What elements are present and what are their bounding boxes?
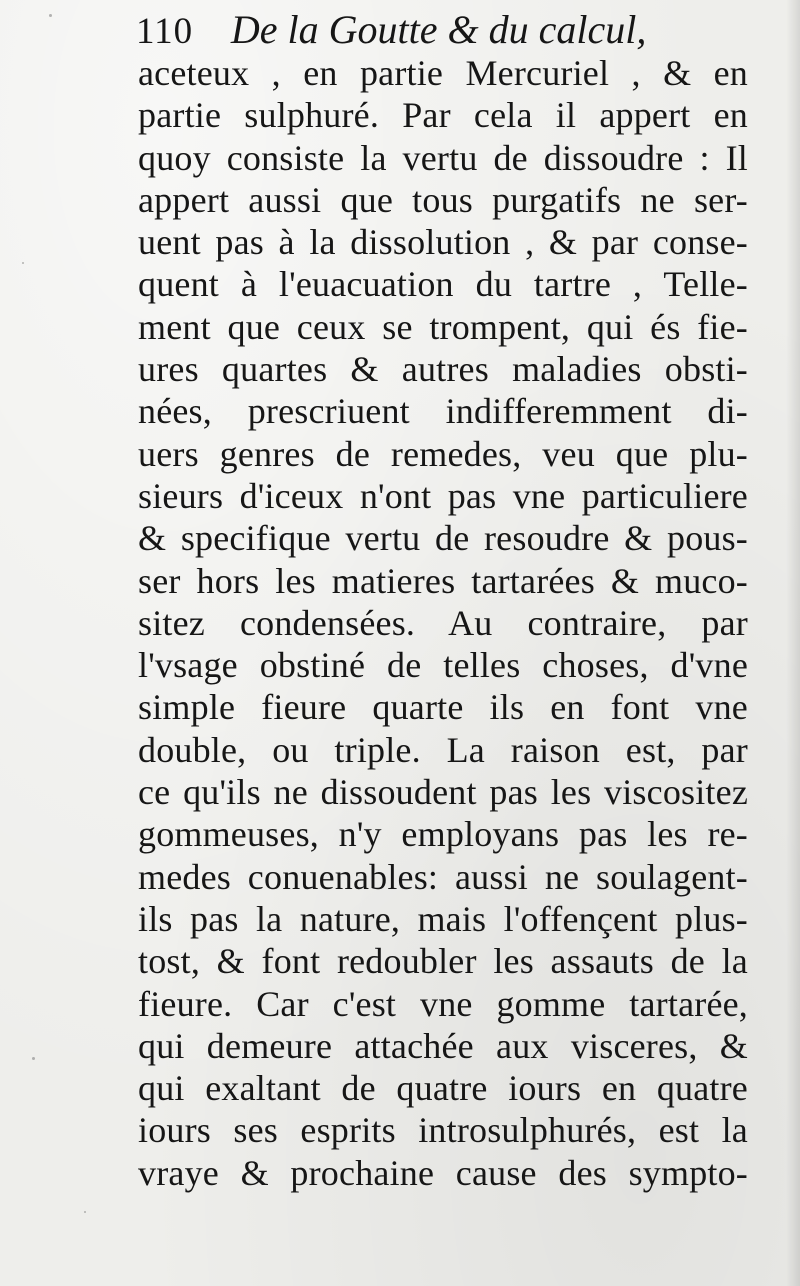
text-line: iours ses esprits introsulphurés, est la xyxy=(138,1110,748,1151)
text-line: medes conuenables: aussi ne soulagent- xyxy=(138,856,748,897)
text-line: double, ou triple. La raison est, par xyxy=(138,729,748,770)
text-line: uent pas à la dissolution , & par conse- xyxy=(138,222,748,263)
text-line: l'vsage obstiné de telles choses, d'vne xyxy=(138,645,748,686)
text-line: ures quartes & autres maladies obsti- xyxy=(138,349,748,390)
running-head xyxy=(136,6,756,58)
text-line: ment que ceux se trompent, qui és fie- xyxy=(138,306,748,347)
page-number: 110 xyxy=(136,11,194,52)
paper-speck xyxy=(84,1211,86,1213)
text-line: uers genres de remedes, veu que plu- xyxy=(138,433,748,474)
text-line: ce qu'ils ne dissoudent pas les viscositez xyxy=(138,772,748,813)
text-line: ils pas la nature, mais l'offençent plus- xyxy=(138,898,748,939)
text-line: qui exaltant de quatre iours en quatre xyxy=(138,1068,748,1109)
page-gutter-shadow xyxy=(786,0,800,1286)
text-line: sitez condensées. Au contraire, par xyxy=(138,602,748,643)
text-line: aceteux , en partie Mercuriel , & en xyxy=(138,53,748,93)
text-line: ser hors les matieres tartarées & muco- xyxy=(138,560,748,601)
text-line: fieure. Car c'est vne gomme tartarée, xyxy=(138,983,748,1024)
text-line: nées, prescriuent indifferemment di- xyxy=(138,391,748,432)
text-line: quoy consiste la vertu de dissoudre : Il xyxy=(138,137,748,178)
running-title: De la Goutte & du calcul, xyxy=(230,7,647,52)
text-line: simple fieure quarte ils en font vne xyxy=(138,687,748,728)
body-text xyxy=(138,52,748,1194)
text-line: tost, & font redoubler les assauts de la xyxy=(138,941,748,982)
text-line: qui demeure attachée aux visceres, & xyxy=(138,1025,748,1066)
paper-speck xyxy=(49,14,52,17)
text-line: appert aussi que tous purgatifs ne ser- xyxy=(138,179,748,220)
text-line: sieurs d'iceux n'ont pas vne particuliere xyxy=(138,475,748,516)
text-line: partie sulphuré. Par cela il appert en xyxy=(138,95,748,136)
paper-speck xyxy=(22,262,24,264)
text-line: & specifique vertu de resoudre & pous- xyxy=(138,518,748,559)
text-line: gommeuses, n'y employans pas les re- xyxy=(138,814,748,855)
text-line: quent à l'euacuation du tartre , Telle- xyxy=(138,264,748,305)
paper-speck xyxy=(32,1057,35,1060)
text-line: vraye & prochaine cause des sympto- xyxy=(138,1152,748,1193)
